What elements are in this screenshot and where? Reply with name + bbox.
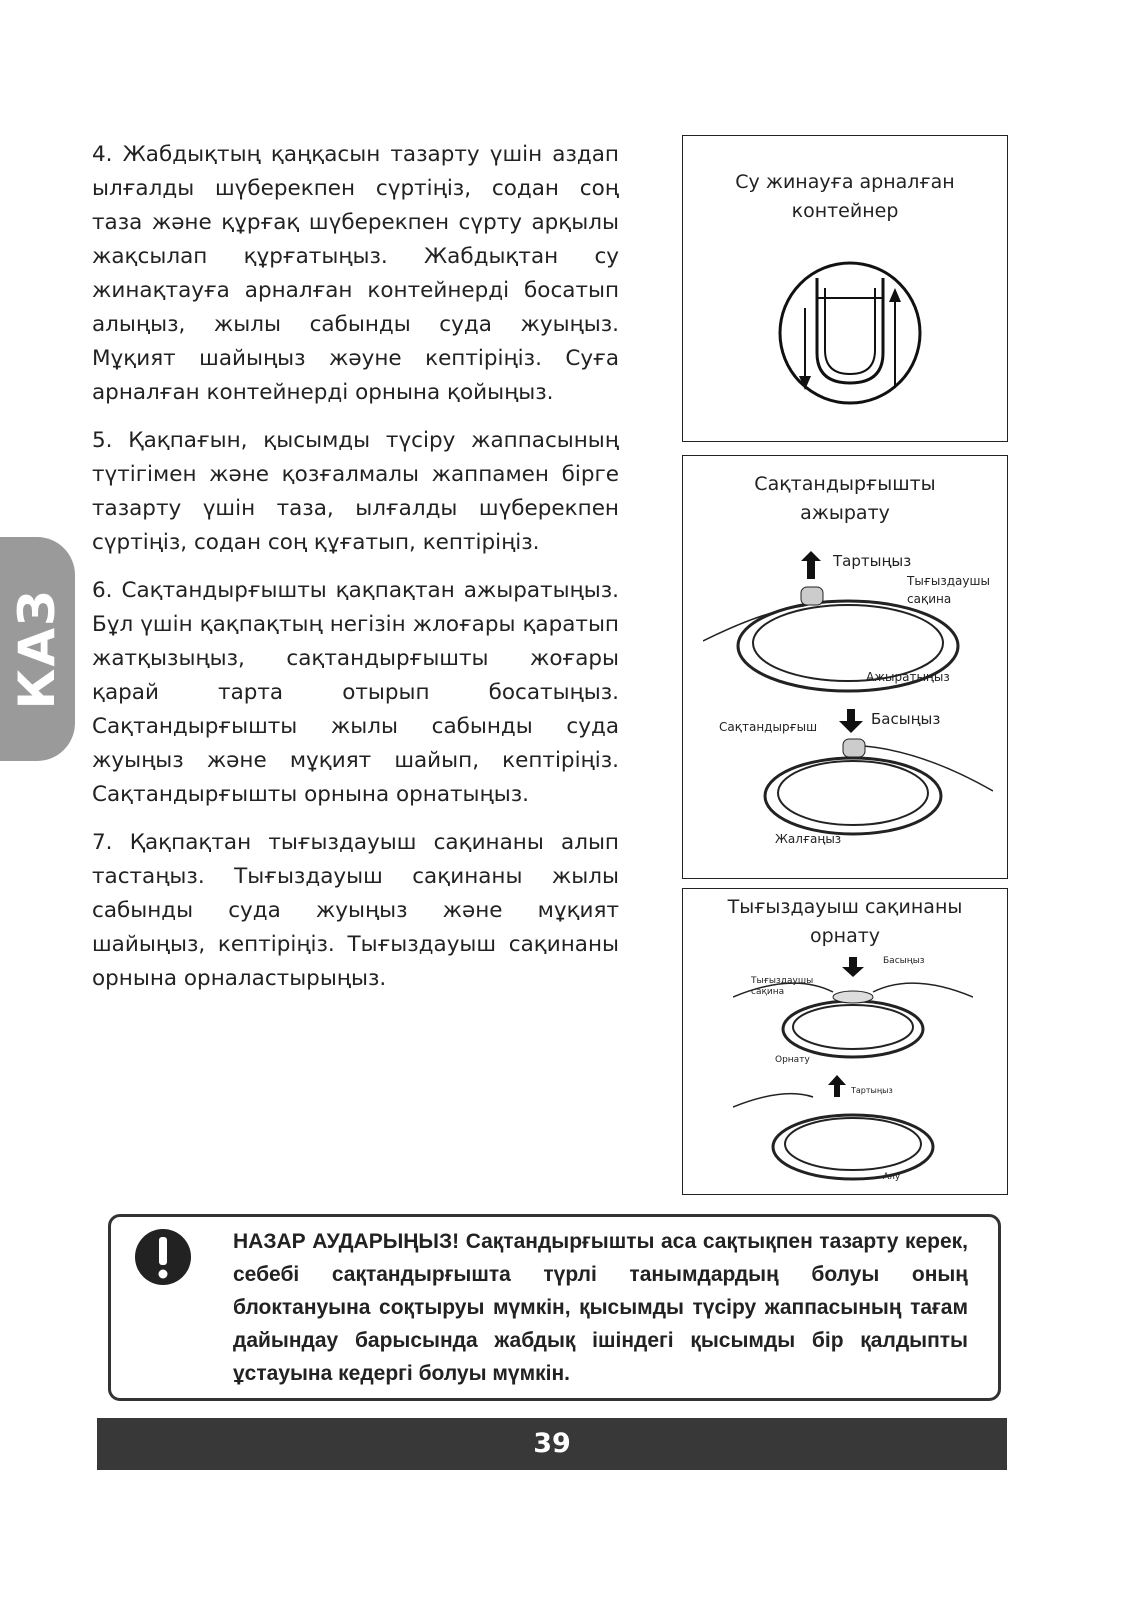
figure-title-line: Су жинауға арналған: [735, 171, 955, 193]
paragraph-step-4: 4. Жабдықтың қаңқасын тазарту үшін аздап ылғалды шүберекпен сүртіңіз, содан соң таза және құрғақ шүберекпен сүрту арқылы жақсылап құрғатыңыз. Жабдықтан су жинақтауға арналған контейнерді босатып алыңыз, жылы сабынды суда жуыңыз. Мұқият шайыңыз жәуне кептіріңіз. Суға арналған контейнерді орнына қойыңыз.: [92, 142, 619, 405]
label-seal-ring: [751, 976, 813, 998]
container-illustration: [775, 258, 925, 408]
figure-title-line: Тығыздауыш сақинаны: [727, 896, 963, 918]
language-tab: [0, 537, 75, 761]
label-line: сақина: [907, 592, 952, 606]
language-tab-label: КАЗ: [8, 588, 66, 710]
figure-title-line: орнату: [809, 925, 881, 947]
label-detach: Ажыратыңыз: [866, 670, 950, 684]
label-install: Орнату: [775, 1055, 810, 1065]
label-press: Басыңыз: [871, 710, 941, 728]
warning-box: [108, 1214, 1001, 1401]
instructions-column: [92, 138, 619, 1010]
label-press: Басыңыз: [883, 956, 925, 966]
label-fuse: Сақтандырғыш: [719, 720, 818, 734]
figure-title: [683, 470, 1007, 528]
label-line: Тығыздаушы: [751, 976, 814, 986]
figure-water-container: [682, 135, 1008, 442]
paragraph-step-7: 7. Қақпақтан тығыздауыш сақинаны алып тастаңыз. Тығыздауыш сақинаны жылы сабынды суда жуыңыз және мұқият шайыңыз, кептіріңіз. Тығыздауыш сақинаны орнына орналастырыңыз.: [92, 830, 619, 991]
figure-title-line: Сақтандырғышты: [754, 473, 936, 495]
label-attach: Жалғаңыз: [775, 832, 842, 846]
label-line: сақина: [751, 987, 785, 997]
paragraph-step-5: 5. Қақпағын, қысымды түсіру жаппасының түтігімен және қозғалмалы жаппамен бірге тазарту үшін таза, ылғалды шүберекпен сүртіңіз, содан соң құғатып, кептіріңіз.: [92, 428, 619, 555]
figure-title: [683, 168, 1007, 226]
warning-text: НАЗАР АУДАРЫҢЫЗ! Сақтандырғышты аса сақтықпен тазарту керек, себебі сақтандырғышта түрлі танымдардың болуы оның блоктануына соқтыруы мүмкін, қысымды түсіру жаппасының тағам дайындау барысында жабдық ішіндегі қысымды бір қалдыпты ұстауына кедергі болуы мүмкін.: [233, 1230, 968, 1385]
figure-fuse-removal: [682, 455, 1008, 879]
page-number-bar: [97, 1418, 1007, 1470]
figure-title: [683, 893, 1007, 951]
exclamation-icon: [133, 1227, 193, 1287]
label-remove: Алу: [883, 1172, 901, 1182]
label-line: Тығыздаушы: [907, 574, 990, 588]
figure-seal-ring-install: [682, 888, 1008, 1195]
label-seal-ring: [907, 572, 990, 608]
page-number: 39: [533, 1428, 571, 1459]
label-pull: Тартыңыз: [833, 552, 912, 570]
figure-title-line: контейнер: [791, 200, 899, 222]
label-pull: Тартыңыз: [851, 1086, 893, 1095]
figure-title-line: ажырату: [800, 502, 890, 524]
paragraph-step-6: 6. Сақтандырғышты қақпақтан ажыратыңыз. Бұл үшін қақпақтың негізін жлоғары қаратып жатқызыңыз, сақтандырғышты жоғары қарай тарта отырып босатыңыз. Сақтандырғышты жылы сабынды суда жуыңыз және мұқият шайып, кептіріңіз. Сақтандырғышты орнына орнатыңыз.: [92, 578, 619, 807]
